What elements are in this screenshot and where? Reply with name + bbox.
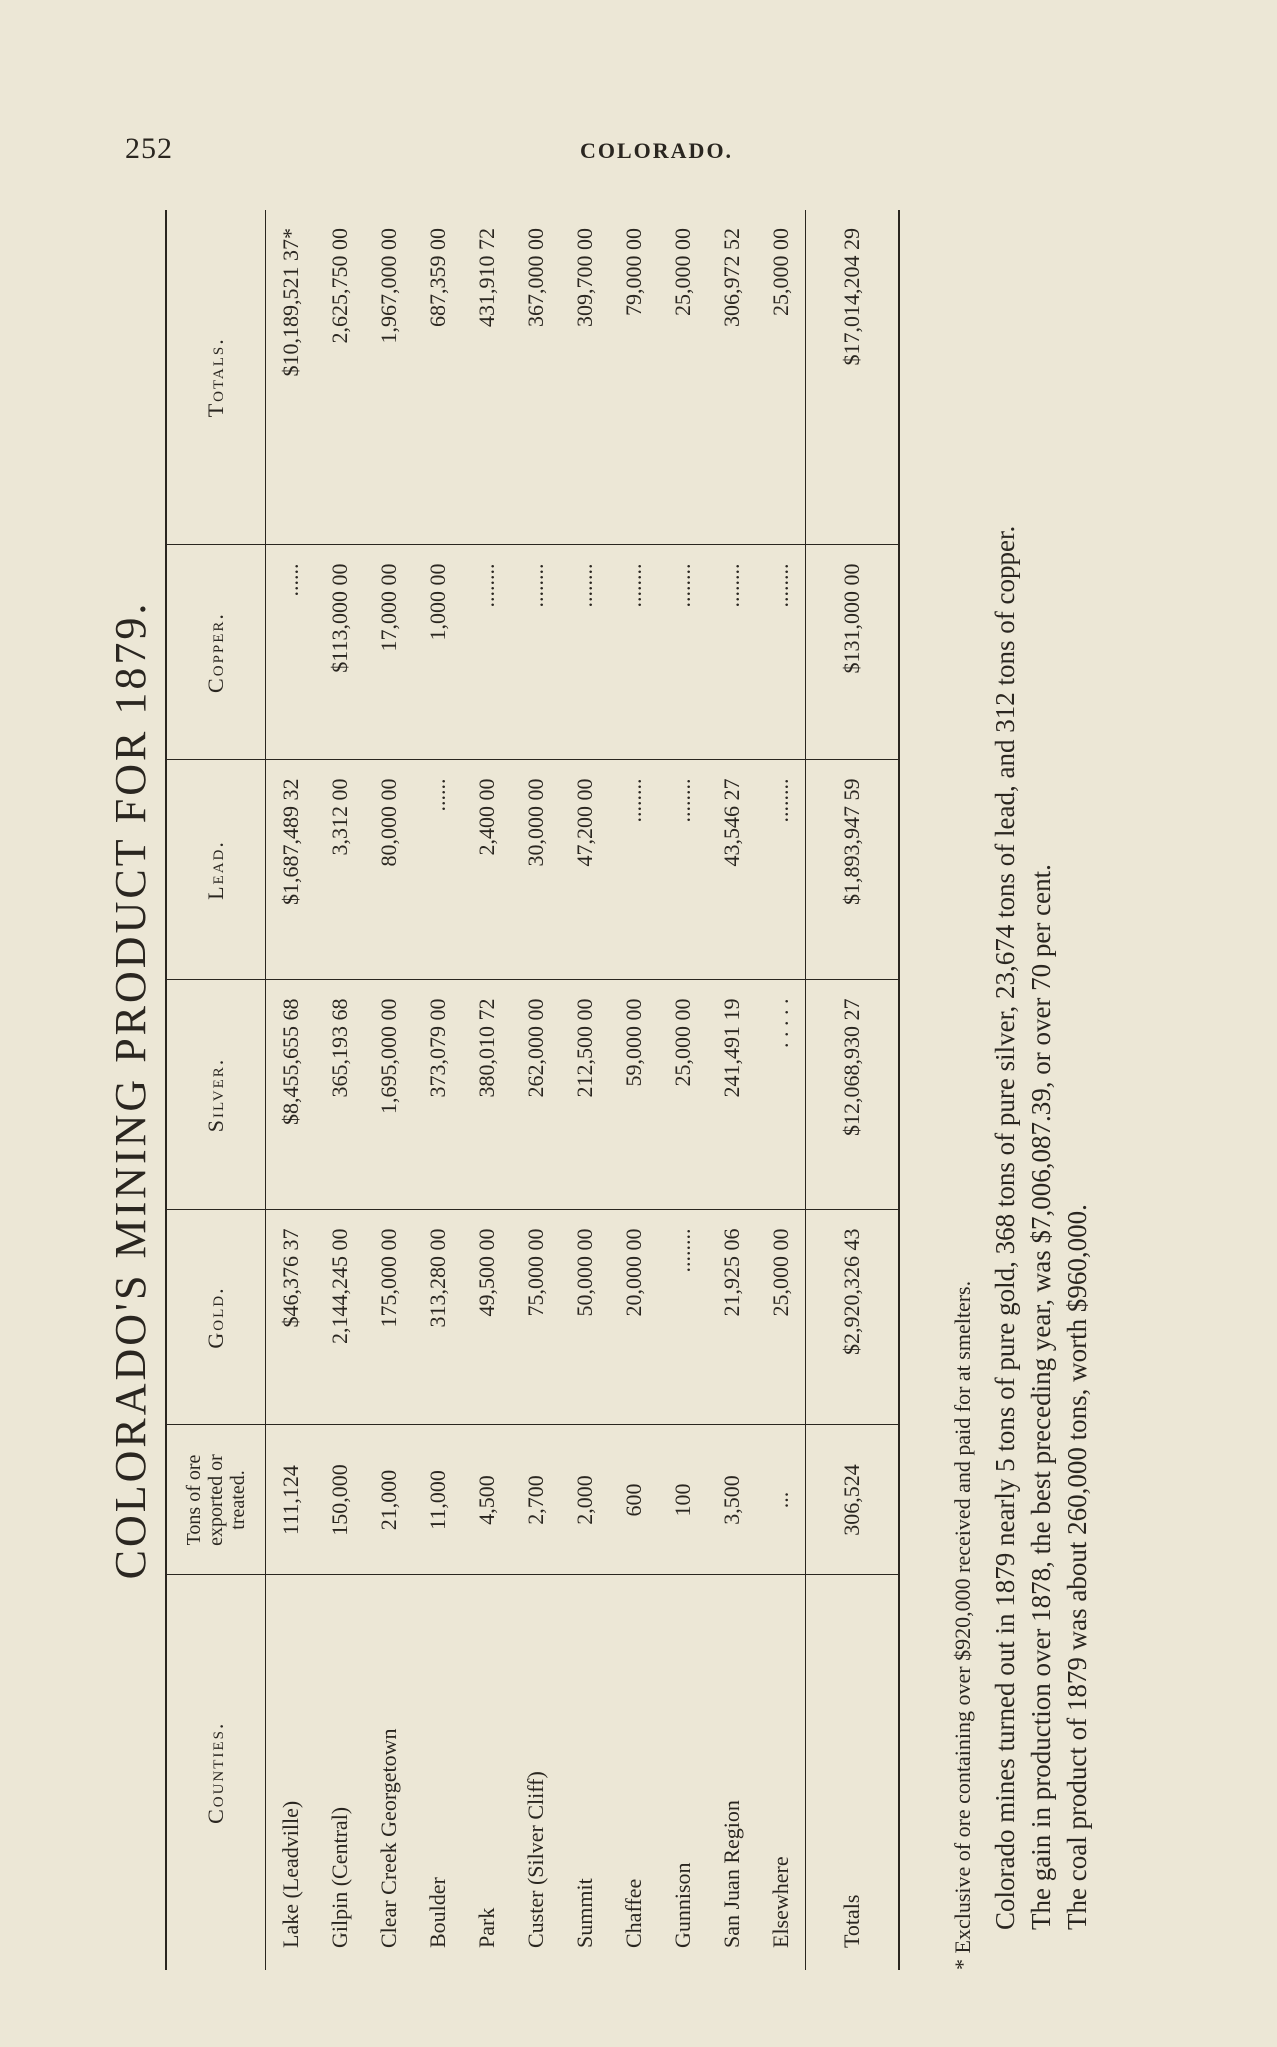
copper-cell: ........ xyxy=(756,545,806,760)
total-cell: 687,359 00 xyxy=(413,210,462,545)
silver-cell: 59,000 00 xyxy=(609,980,658,1210)
gold-cell: 175,000 00 xyxy=(364,1210,413,1425)
table-header-row xyxy=(166,210,266,1970)
total-cell: 25,000 00 xyxy=(658,210,707,545)
copper-cell: ........ xyxy=(707,545,756,760)
tons-cell: 3,500 xyxy=(707,1425,756,1575)
tons-cell: ... xyxy=(756,1425,806,1575)
tons-cell: 100 xyxy=(658,1425,707,1575)
copper-cell: ........ xyxy=(609,545,658,760)
header-tons: Tons of ore exported or treated. xyxy=(166,1425,266,1575)
silver-cell: 1,695,000 00 xyxy=(364,980,413,1210)
silver-cell: 380,010 72 xyxy=(462,980,511,1210)
county-cell: Elsewhere xyxy=(767,1856,793,1948)
header-counties: Counties. xyxy=(166,1575,266,1970)
gold-cell: 75,000 00 xyxy=(511,1210,560,1425)
paragraph-coal-product: The coal product of 1879 was about 260,000 tons, worth $960,000. xyxy=(1062,1204,1092,1930)
totals-tons: 306,524 xyxy=(806,1425,900,1575)
tons-cell: 150,000 xyxy=(315,1425,364,1575)
footnote: * Exclusive of ore containing over $920,000 received and paid for at smelters. xyxy=(950,1280,975,1970)
total-cell: 306,972 52 xyxy=(707,210,756,545)
copper-cell: $113,000 00 xyxy=(315,545,364,760)
silver-cell: $8,455,655 68 xyxy=(266,980,316,1210)
tons-cell: 2,000 xyxy=(560,1425,609,1575)
lead-cell: 43,546 27 xyxy=(707,760,756,980)
totals-copper: $131,000 00 xyxy=(806,545,900,760)
header-silver: Silver. xyxy=(166,980,266,1210)
silver-cell: 373,079 00 xyxy=(413,980,462,1210)
total-cell: $10,189,521 37* xyxy=(266,210,316,545)
total-cell: 367,000 00 xyxy=(511,210,560,545)
gold-cell: 2,144,245 00 xyxy=(315,1210,364,1425)
total-cell: 79,000 00 xyxy=(609,210,658,545)
silver-cell: 365,193 68 xyxy=(315,980,364,1210)
lead-cell: ........ xyxy=(658,760,707,980)
gold-cell: 25,000 00 xyxy=(756,1210,806,1425)
county-cell: San Juan Region xyxy=(718,1800,744,1948)
total-cell: 25,000 00 xyxy=(756,210,806,545)
header-gold: Gold. xyxy=(166,1210,266,1425)
county-cell: Summit xyxy=(571,1878,597,1948)
county-cell: Clear Creek Georgetown xyxy=(375,1728,401,1948)
copper-cell: ...... xyxy=(266,545,316,760)
table-row xyxy=(413,210,462,1970)
gold-cell: ........ xyxy=(658,1210,707,1425)
silver-cell: 262,000 00 xyxy=(511,980,560,1210)
lead-cell: ........ xyxy=(609,760,658,980)
total-cell: 1,967,000 00 xyxy=(364,210,413,545)
silver-cell: 25,000 00 xyxy=(658,980,707,1210)
table-row xyxy=(658,210,707,1970)
county-cell: Gilpin (Central) xyxy=(326,1806,352,1948)
running-head: COLORADO. xyxy=(580,138,734,163)
tons-cell: 111,124 xyxy=(266,1425,316,1575)
lead-cell: 3,312 00 xyxy=(315,760,364,980)
gold-cell: 20,000 00 xyxy=(609,1210,658,1425)
table-row xyxy=(364,210,413,1970)
table-row xyxy=(756,210,806,1970)
total-cell: 309,700 00 xyxy=(560,210,609,545)
county-cell: Park xyxy=(473,1907,499,1948)
gold-cell: $46,376 37 xyxy=(266,1210,316,1425)
county-cell: Lake (Leadville) xyxy=(277,1800,303,1948)
table-row xyxy=(511,210,560,1970)
silver-cell: . . . . . xyxy=(756,980,806,1210)
totals-lead: $1,893,947 59 xyxy=(806,760,900,980)
lead-cell: ........ xyxy=(756,760,806,980)
lead-cell: 80,000 00 xyxy=(364,760,413,980)
tons-cell: 11,000 xyxy=(413,1425,462,1575)
gold-cell: 50,000 00 xyxy=(560,1210,609,1425)
lead-cell: 47,200 00 xyxy=(560,760,609,980)
lead-cell: ...... xyxy=(413,760,462,980)
silver-cell: 212,500 00 xyxy=(560,980,609,1210)
table-row xyxy=(609,210,658,1970)
lead-cell: 30,000 00 xyxy=(511,760,560,980)
copper-cell: 17,000 00 xyxy=(364,545,413,760)
paragraph-metal-output: Colorado mines turned out in 1879 nearly 5 tons of pure gold, 368 tons of pure silver, 23,674 tons of lead, and 312 tons of copper. xyxy=(990,525,1020,1930)
totals-label: Totals xyxy=(806,1575,900,1970)
copper-cell: 1,000 00 xyxy=(413,545,462,760)
gold-cell: 49,500 00 xyxy=(462,1210,511,1425)
lead-cell: $1,687,489 32 xyxy=(266,760,316,980)
county-cell: Gunnison xyxy=(669,1862,695,1948)
gold-cell: 21,925 06 xyxy=(707,1210,756,1425)
mining-product-table xyxy=(165,210,900,1970)
totals-gold: $2,920,326 43 xyxy=(806,1210,900,1425)
totals-grand-total: $17,014,204 29 xyxy=(806,210,900,545)
notes xyxy=(945,210,1095,1970)
gold-cell: 313,280 00 xyxy=(413,1210,462,1425)
total-cell: 431,910 72 xyxy=(462,210,511,545)
totals-silver: $12,068,930 27 xyxy=(806,980,900,1210)
tons-cell: 600 xyxy=(609,1425,658,1575)
copper-cell: ........ xyxy=(511,545,560,760)
county-cell: Custer (Silver Cliff) xyxy=(522,1771,548,1948)
rotated-content xyxy=(105,210,1165,1970)
table-row xyxy=(560,210,609,1970)
county-cell: Chaffee xyxy=(620,1878,646,1948)
tons-cell: 4,500 xyxy=(462,1425,511,1575)
table-row xyxy=(707,210,756,1970)
header-lead: Lead. xyxy=(166,760,266,980)
page-number: 252 xyxy=(125,132,173,165)
copper-cell: ........ xyxy=(560,545,609,760)
county-cell: Boulder xyxy=(424,1877,450,1948)
header-totals: Totals. xyxy=(166,210,266,545)
table-title: COLORADO'S MINING PRODUCT FOR 1879. xyxy=(106,600,155,1580)
silver-cell: 241,491 19 xyxy=(707,980,756,1210)
table-row xyxy=(266,210,316,1970)
tons-cell: 21,000 xyxy=(364,1425,413,1575)
copper-cell: ........ xyxy=(462,545,511,760)
table-row xyxy=(315,210,364,1970)
totals-row xyxy=(806,210,900,1970)
tons-cell: 2,700 xyxy=(511,1425,560,1575)
header-copper: Copper. xyxy=(166,545,266,760)
total-cell: 2,625,750 00 xyxy=(315,210,364,545)
lead-cell: 2,400 00 xyxy=(462,760,511,980)
copper-cell: ........ xyxy=(658,545,707,760)
table-row xyxy=(462,210,511,1970)
paragraph-production-gain: The gain in production over 1878, the best preceding year, was $7,006,087.39, or over 70 per cent. xyxy=(1026,864,1056,1930)
